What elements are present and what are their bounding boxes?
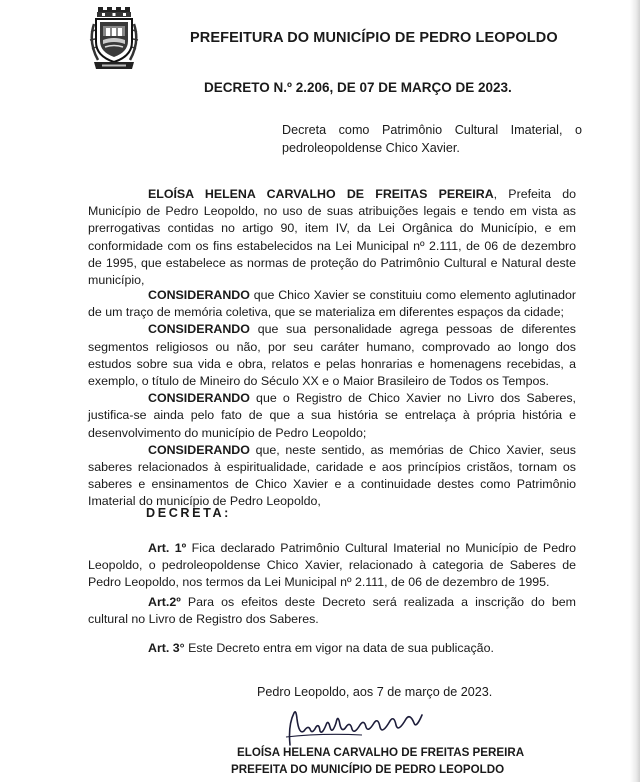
article-3	[88, 640, 576, 657]
consideration-paragraph	[88, 442, 576, 511]
consideration-paragraph	[88, 390, 576, 442]
handwritten-signature	[282, 705, 432, 751]
page-header-title: PREFEITURA DO MUNICÍPIO DE PEDRO LEOPOLDO	[190, 30, 558, 46]
article-label: Art. 3°	[148, 641, 185, 655]
article-label: Art. 1º	[148, 541, 187, 555]
intro-paragraph	[88, 186, 576, 289]
article-2	[88, 594, 576, 628]
article-text: Este Decreto entra em vigor na data de sua publicação.	[184, 641, 494, 655]
consideration-text: que Chico Xavier se constituiu como elemento aglutinador de um traço de memória coletiva, que se materializa em diferentes espaços da cidade;	[88, 288, 576, 320]
signer-name: ELOÍSA HELENA CARVALHO DE FREITAS PEREIRA	[237, 746, 525, 759]
consideration-keyword: CONSIDERANDO	[148, 442, 250, 457]
article-text: Para os efeitos deste Decreto será realizada a inscrição do bem cultural no Livro de Registro dos Saberes.	[88, 595, 576, 627]
considerations-section	[88, 287, 576, 511]
consideration-text: que, neste sentido, as memórias de Chico Xavier, seus saberes relacionados à espiritualidade, caridade e aos princípios cristãos, tornam os saberes e ensinamentos de Chico Xavier e a continuidade destes como Patrimônio Imaterial do município de Pedro Leopoldo,	[88, 442, 576, 509]
article-1	[88, 540, 576, 592]
consideration-keyword: CONSIDERANDO	[148, 391, 250, 406]
consideration-text: que sua personalidade agrega pessoas de diferentes segmentos religiosos ou não, por seu caráter humano, comprovado ao longo dos estudos sobre sua vida e obra, relatos e pelas honrarias e homenagens recebidas, a exemplo, o título de Mineiro do Século XX e o Maior Brasileiro de Todos os Tempos.	[88, 322, 576, 389]
mayor-name: ELOÍSA HELENA CARVALHO DE FREITAS PEREIRA	[148, 187, 494, 201]
intro-text: , Prefeita do Município de Pedro Leopoldo, no uso de suas atribuições legais e tendo em vista as prerrogativas contidas no artigo 90, item IV, da Lei Orgânica do Município, e em conformidade com os fins estabelecidos na Lei Municipal nº 2.111, de 06 de dezembro de 1995, que estabelece as normas de proteção do Patrimônio Cultural e Natural deste município,	[88, 187, 577, 288]
article-label: Art.2º	[148, 595, 181, 609]
article-text: Fica declarado Patrimônio Cultural Imaterial no Município de Pedro Leopoldo, o pedroleopoldense Chico Xavier, relacionado à categoria de Saberes de Pedro Leopoldo, nos termos da Lei Municipal nº 2.111, de 06 de dezembro de 1995.	[88, 541, 576, 590]
decree-number: DECRETO N.º 2.206, DE 07 DE MARÇO DE 2023.	[204, 80, 512, 95]
decree-summary: Decreta como Patrimônio Cultural Imaterial, o pedroleopoldense Chico Xavier.	[282, 123, 582, 155]
consideration-keyword: CONSIDERANDO	[148, 322, 250, 337]
consideration-keyword: CONSIDERANDO	[148, 288, 250, 302]
signer-title: PREFEITA DO MUNICÍPIO DE PEDRO LEOPOLDO	[231, 763, 505, 776]
place-and-date: Pedro Leopoldo, aos 7 de março de 2023.	[257, 685, 493, 699]
decreta-heading: DECRETA:	[146, 506, 231, 520]
consideration-text: que o Registro de Chico Xavier no Livro dos Saberes, justifica-se ainda pelo fato de que a sua história se entrelaça à própria história e desenvolvimento do município de Pedro Leopoldo;	[88, 391, 576, 440]
consideration-paragraph	[88, 321, 576, 390]
page-edge-shadow	[630, 0, 640, 782]
consideration-paragraph	[88, 287, 576, 321]
municipal-coat-of-arms-icon	[88, 6, 140, 72]
